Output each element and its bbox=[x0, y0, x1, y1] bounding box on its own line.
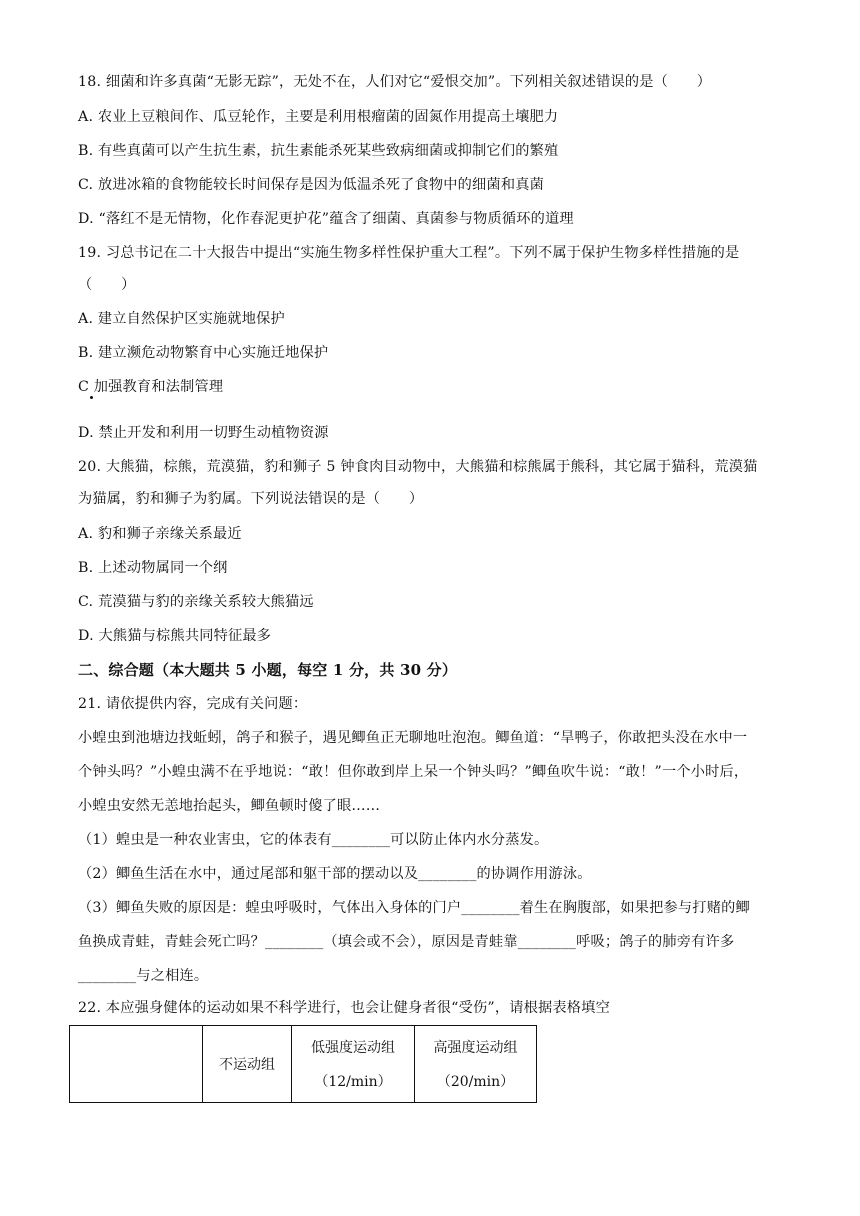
low-intensity-label: 低强度运动组 bbox=[311, 1040, 395, 1056]
table-cell-no-exercise bbox=[203, 1026, 292, 1103]
q21-story-line2: 个钟头吗？”小蝗虫满不在乎地说：“敢！但你敢到岸上呆一个钟头吗？”鲫鱼吹牛说：“敢！”一个小时后， bbox=[78, 764, 749, 780]
q20-option-c: C. 荒漠猫与豹的亲缘关系较大熊猫远 bbox=[78, 594, 314, 610]
q20-option-b: B. 上述动物属同一个纲 bbox=[78, 560, 228, 576]
q21-story-line1: 小蝗虫到池塘边找蚯蚓，鸽子和猴子，遇见鲫鱼正无聊地吐泡泡。鲫鱼道：“旱鸭子，你敢把头没在水中一 bbox=[78, 730, 748, 746]
q19-option-a: A. 建立自然保护区实施就地保护 bbox=[78, 311, 285, 327]
q20-stem-line2: 为猫属，豹和狮子为豹属。下列说法错误的是（ ） bbox=[78, 491, 424, 507]
q19-option-d: D. 禁止开发和利用一切野生动植物资源 bbox=[78, 425, 329, 441]
low-intensity-rate: （12/min） bbox=[314, 1074, 392, 1090]
q19-stem-line2: （ ） bbox=[78, 277, 136, 293]
high-intensity-label: 高强度运动组 bbox=[433, 1040, 518, 1056]
table-header-row bbox=[70, 1026, 537, 1103]
q21-sub3-line3: ________与之相连。 bbox=[78, 968, 209, 984]
q19-option-b: B. 建立濒危动物繁育中心实施迁地保护 bbox=[78, 345, 329, 361]
q21-sub1: （1）蝗虫是一种农业害虫，它的体表有________可以防止体内水分蒸发。 bbox=[78, 832, 549, 848]
table-cell-low-intensity bbox=[292, 1026, 415, 1103]
high-intensity-rate: （20/min） bbox=[436, 1074, 515, 1090]
q22-stem: 22. 本应强身健体的运动如果不科学进行，也会让健身者很“受伤”，请根据表格填空 bbox=[78, 1000, 610, 1016]
q18-stem: 18. 细菌和许多真菌“无影无踪”，无处不在，人们对它“爱恨交加”。下列相关叙述错误的是（ ） bbox=[78, 74, 712, 90]
table-cell-blank bbox=[70, 1026, 203, 1103]
q20-option-d: D. 大熊猫与棕熊共同特征最多 bbox=[78, 628, 272, 644]
section-heading: 二、综合题（本大题共 5 小题，每空 1 分，共 30 分） bbox=[78, 661, 458, 679]
option-c-dot-mark bbox=[90, 396, 93, 399]
table-cell-high-intensity bbox=[415, 1026, 537, 1103]
q18-option-c: C. 放进冰箱的食物能较长时间保存是因为低温杀死了食物中的细菌和真菌 bbox=[78, 177, 544, 193]
q19-stem-line1: 19. 习总书记在二十大报告中提出“实施生物多样性保护重大工程”。下列不属于保护生物多样性措施的是 bbox=[78, 245, 740, 261]
q20-option-a: A. 豹和狮子亲缘关系最近 bbox=[78, 526, 242, 542]
q21-sub2: （2）鲫鱼生活在水中，通过尾部和躯干部的摆动以及________的协调作用游泳。 bbox=[78, 866, 592, 882]
q18-option-b: B. 有些真菌可以产生抗生素，抗生素能杀死某些致病细菌或抑制它们的繁殖 bbox=[78, 143, 559, 159]
q21-sub3-line1: （3）鲫鱼失败的原因是：蝗虫呼吸时，气体出入身体的门户________着生在胸腹部，如果把参与打赌的鲫 bbox=[78, 900, 750, 916]
q19-option-c: C 加强教育和法制管理 bbox=[78, 379, 224, 395]
no-exercise-label: 不运动组 bbox=[219, 1057, 275, 1073]
q21-story-line3: 小蝗虫安然无恙地抬起头，鲫鱼顿时傻了眼…… bbox=[78, 798, 381, 814]
q18-option-d: D. “落红不是无情物，化作春泥更护花”蕴含了细菌、真菌参与物质循环的道理 bbox=[78, 211, 574, 227]
q18-option-a: A. 农业上豆粮间作、瓜豆轮作，主要是利用根瘤菌的固氮作用提高土壤肥力 bbox=[78, 109, 559, 125]
q21-sub3-line2: 鱼换成青蛙，青蛙会死亡吗？________（填会或不会），原因是青蛙靠________呼吸；鸽子的肺旁有许多 bbox=[78, 934, 735, 950]
q20-stem-line1: 20. 大熊猫，棕熊，荒漠猫，豹和狮子 5 钟食肉目动物中，大熊猫和棕熊属于熊科，其它属于猫科，荒漠猫 bbox=[78, 459, 758, 475]
exercise-table bbox=[69, 1025, 537, 1103]
q21-stem: 21. 请依提供内容，完成有关问题： bbox=[78, 696, 308, 712]
